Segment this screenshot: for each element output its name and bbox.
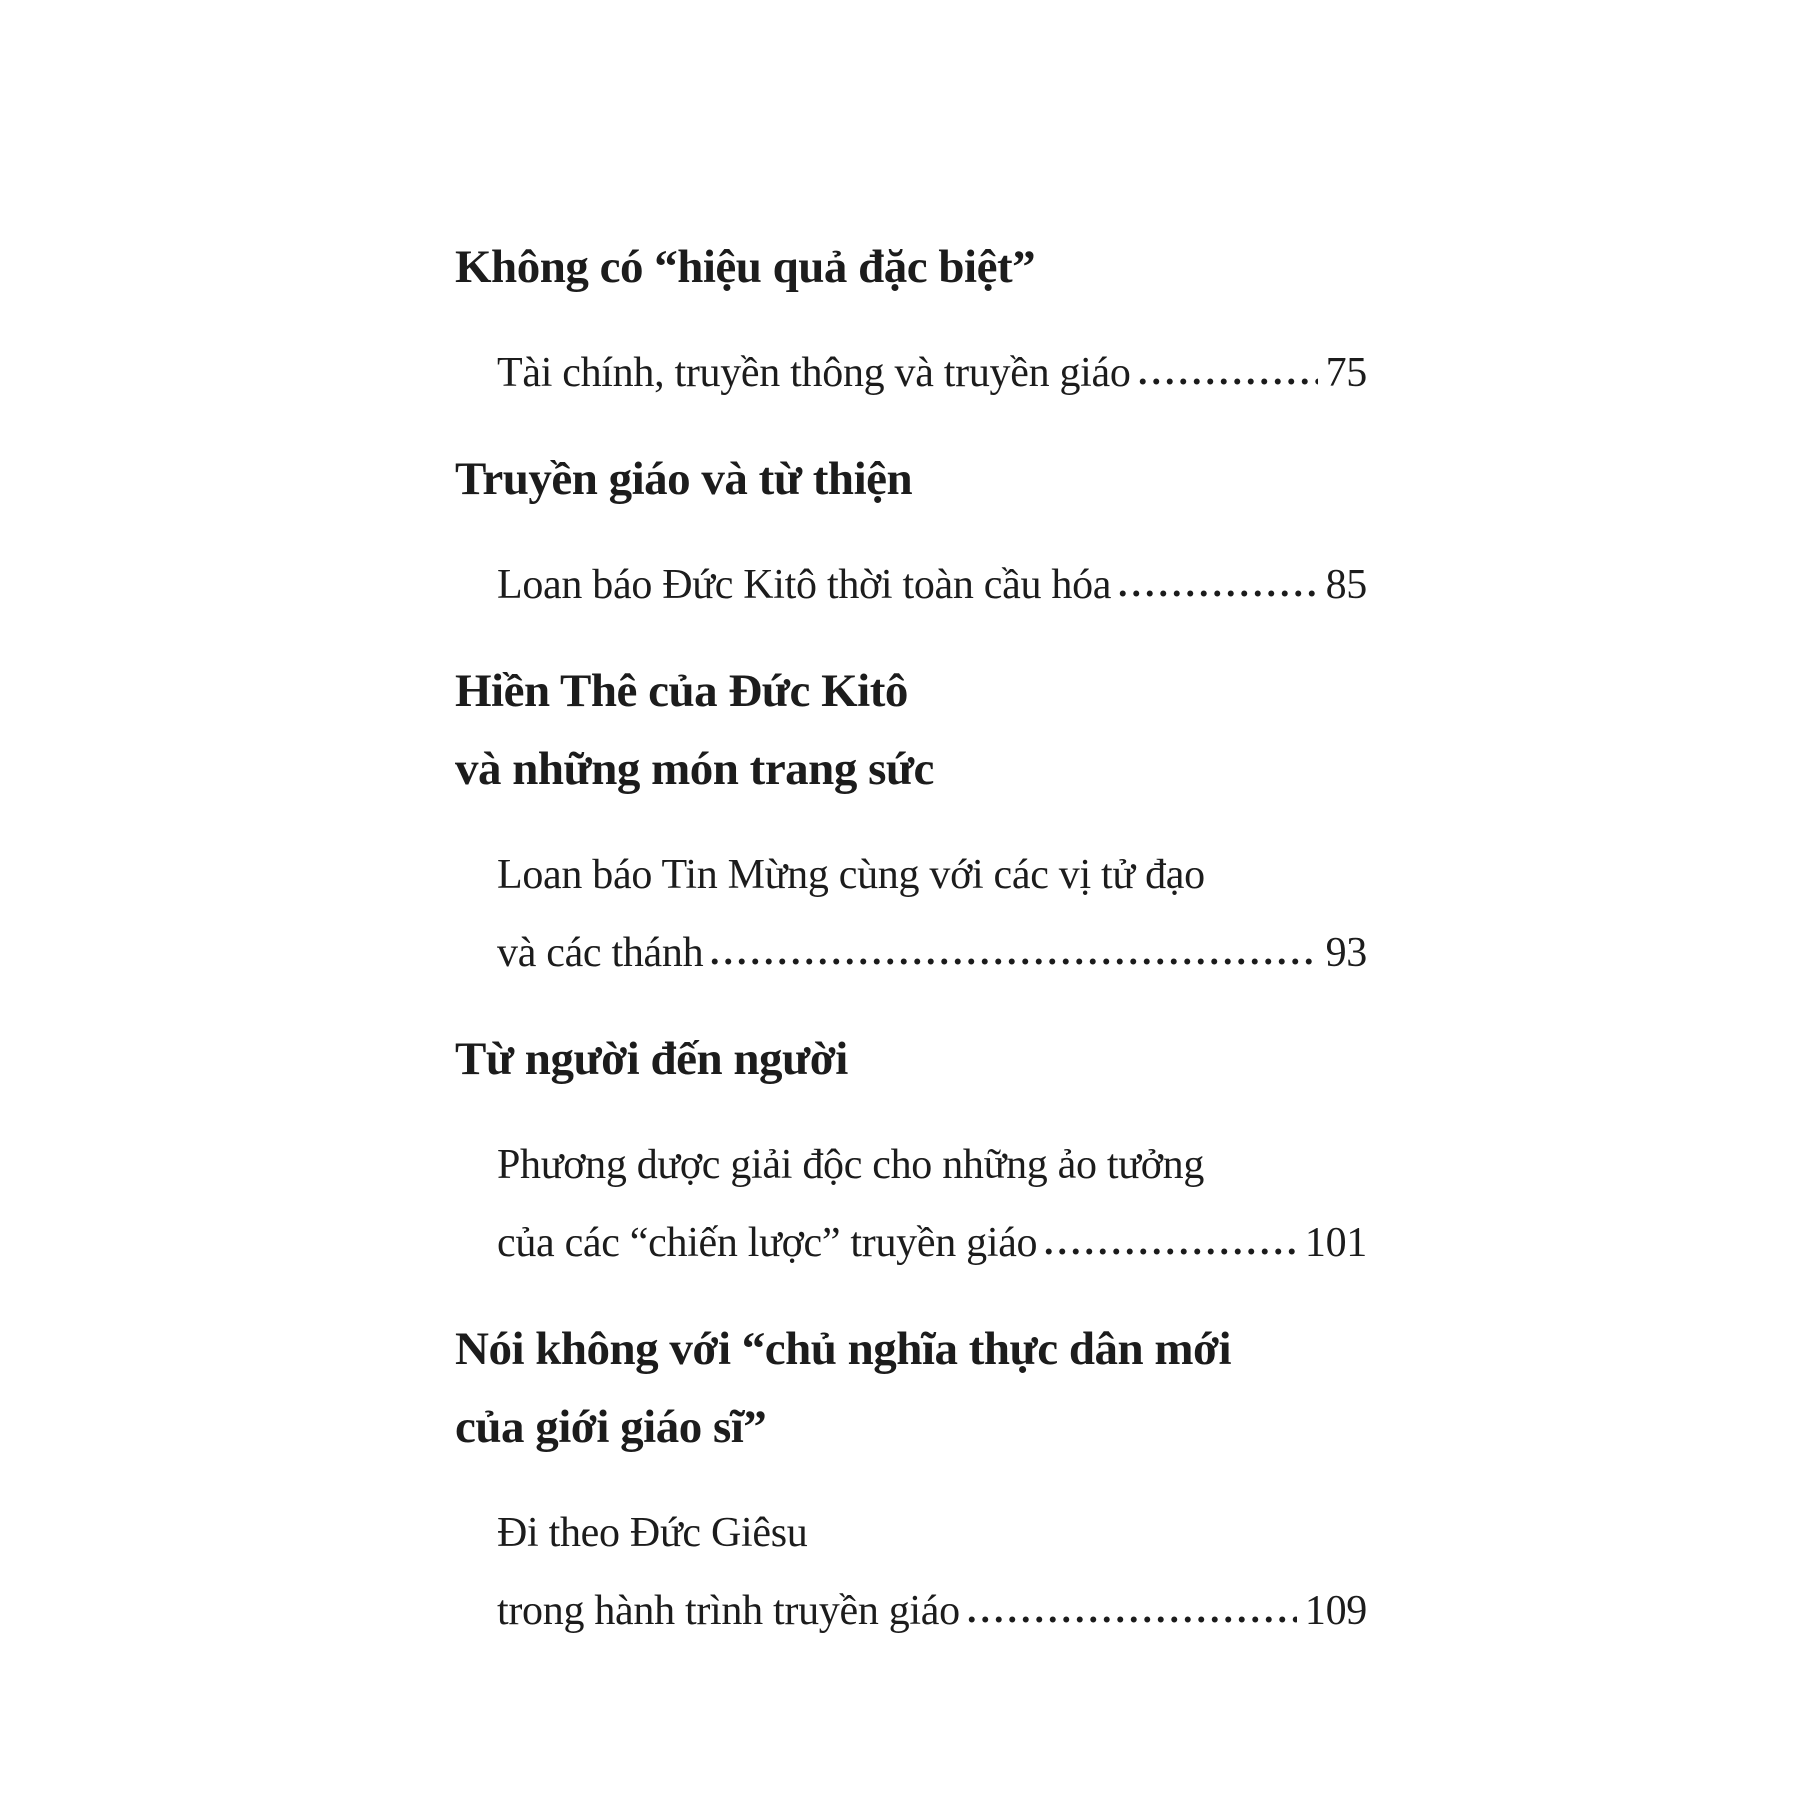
toc-entry-line: [455, 1126, 1367, 1204]
toc-heading-line: Từ người đến người: [455, 1033, 848, 1085]
toc-section-5-entry: [455, 1494, 1367, 1650]
toc-entry-text: Tài chính, truyền thông và truyền giáo: [497, 350, 1131, 396]
toc-heading-line: Không có “hiệu quả đặc biệt”: [455, 241, 1036, 293]
toc-heading-line: Nói không với “chủ nghĩa thực dân mới: [455, 1323, 1232, 1375]
toc-heading-line: Truyền giáo và từ thiện: [455, 453, 913, 505]
table-of-contents: [455, 228, 1367, 1650]
page-number: 85: [1325, 562, 1367, 608]
toc-section-4-heading: [455, 1020, 1367, 1098]
toc-entry-text: và các thánh: [497, 930, 704, 976]
toc-entry-line: [455, 334, 1367, 412]
toc-entry-text: của các “chiến lược” truyền giáo: [497, 1220, 1038, 1266]
page-number: 75: [1325, 350, 1367, 396]
dot-leader: [1136, 377, 1318, 386]
toc-entry-text: Loan báo Tin Mừng cùng với các vị tử đạo: [497, 852, 1205, 898]
toc-heading-line: Hiền Thê của Đức Kitô: [455, 665, 908, 717]
toc-section-2-heading: [455, 440, 1367, 518]
toc-entry-line: [455, 546, 1367, 624]
toc-section-1-heading: [455, 228, 1367, 306]
page-number: 93: [1325, 930, 1367, 976]
toc-section-3-heading: [455, 652, 1367, 808]
toc-section-5-heading: [455, 1310, 1367, 1466]
dot-leader: [1042, 1247, 1297, 1256]
toc-section-2-entry: [455, 546, 1367, 624]
toc-entry-text: Phương dược giải độc cho những ảo tưởng: [497, 1142, 1205, 1188]
dot-leader: [1116, 589, 1317, 598]
dot-leader: [965, 1615, 1297, 1624]
toc-heading-line: của giới giáo sĩ”: [455, 1401, 767, 1453]
toc-section-1-entry: [455, 334, 1367, 412]
toc-entry-line: [455, 1494, 1367, 1572]
toc-entry-line: [455, 914, 1367, 992]
toc-entry-line: [455, 1572, 1367, 1650]
toc-entry-line: [455, 1204, 1367, 1282]
toc-entry-text: trong hành trình truyền giáo: [497, 1588, 960, 1634]
dot-leader: [708, 957, 1317, 966]
toc-entry-text: Đi theo Đức Giêsu: [497, 1510, 808, 1556]
page-number: 109: [1304, 1588, 1367, 1634]
toc-heading-line: và những món trang sức: [455, 743, 934, 795]
toc-section-3-entry: [455, 836, 1367, 992]
page-number: 101: [1304, 1220, 1367, 1266]
toc-section-4-entry: [455, 1126, 1367, 1282]
toc-entry-line: [455, 836, 1367, 914]
toc-entry-text: Loan báo Đức Kitô thời toàn cầu hóa: [497, 562, 1112, 608]
